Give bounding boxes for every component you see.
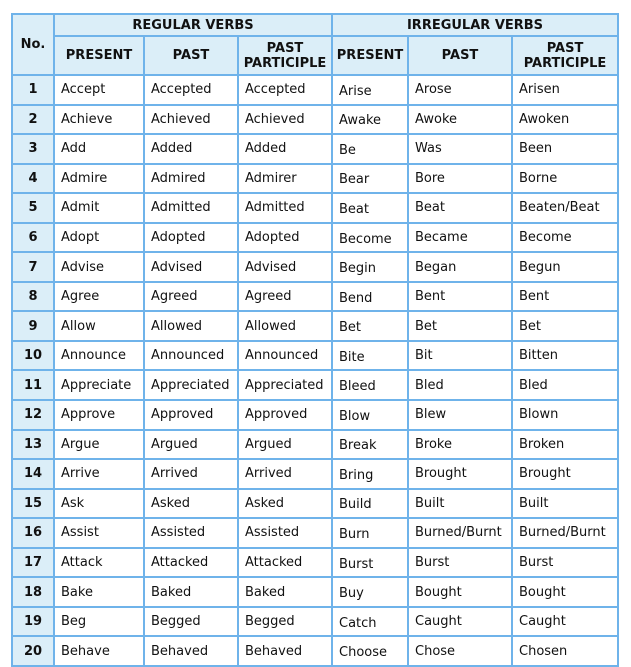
regular-present-cell: Behave bbox=[54, 636, 144, 666]
row-number: 19 bbox=[12, 607, 54, 637]
row-number: 8 bbox=[12, 282, 54, 312]
irregular-present-cell: Bet bbox=[332, 311, 408, 341]
table-row bbox=[12, 370, 618, 400]
past-participle-line-1: PAST bbox=[546, 40, 584, 56]
regular-present-cell: Admit bbox=[54, 193, 144, 223]
regular-present-cell: Announce bbox=[54, 341, 144, 371]
irregular-present-cell: Bear bbox=[332, 164, 408, 194]
row-number: 14 bbox=[12, 459, 54, 489]
irregular-past-participle-cell: Begun bbox=[512, 252, 618, 282]
irregular-past-cell: Bent bbox=[408, 282, 512, 312]
regular-past-participle-cell: Announced bbox=[238, 341, 332, 371]
no-header: No. bbox=[12, 14, 54, 75]
irregular-present-cell: Blow bbox=[332, 400, 408, 430]
irregular-present-cell: Break bbox=[332, 430, 408, 460]
table-row bbox=[12, 252, 618, 282]
table-row bbox=[12, 607, 618, 637]
irregular-past-participle-cell: Burned/Burnt bbox=[512, 518, 618, 548]
regular-past-participle-cell: Asked bbox=[238, 489, 332, 519]
irregular-past-participle-cell: Borne bbox=[512, 164, 618, 194]
irregular-past-cell: Bled bbox=[408, 370, 512, 400]
regular-past-cell: Asked bbox=[144, 489, 238, 519]
regular-present-cell: Advise bbox=[54, 252, 144, 282]
regular-past-cell: Attacked bbox=[144, 548, 238, 578]
regular-past-participle-cell: Allowed bbox=[238, 311, 332, 341]
row-number: 9 bbox=[12, 311, 54, 341]
row-number: 18 bbox=[12, 577, 54, 607]
irregular-past-participle-cell: Built bbox=[512, 489, 618, 519]
regular-past-header: PAST bbox=[144, 36, 238, 75]
regular-present-cell: Agree bbox=[54, 282, 144, 312]
regular-present-cell: Adopt bbox=[54, 223, 144, 253]
regular-past-cell: Behaved bbox=[144, 636, 238, 666]
regular-present-cell: Argue bbox=[54, 430, 144, 460]
irregular-present-cell: Bring bbox=[332, 459, 408, 489]
table-row bbox=[12, 223, 618, 253]
table-row bbox=[12, 400, 618, 430]
regular-present-header: PRESENT bbox=[54, 36, 144, 75]
irregular-present-cell: Catch bbox=[332, 607, 408, 637]
regular-past-participle-header bbox=[238, 36, 332, 75]
irregular-past-participle-cell: Bet bbox=[512, 311, 618, 341]
regular-verbs-header: REGULAR VERBS bbox=[54, 14, 332, 36]
regular-past-participle-cell: Argued bbox=[238, 430, 332, 460]
irregular-past-cell: Bet bbox=[408, 311, 512, 341]
regular-past-participle-cell: Behaved bbox=[238, 636, 332, 666]
regular-present-cell: Beg bbox=[54, 607, 144, 637]
past-participle-line-2: PARTICIPLE bbox=[523, 55, 607, 71]
irregular-past-cell: Caught bbox=[408, 607, 512, 637]
irregular-past-participle-cell: Bought bbox=[512, 577, 618, 607]
regular-present-cell: Accept bbox=[54, 75, 144, 105]
irregular-present-cell: Bite bbox=[332, 341, 408, 371]
irregular-present-cell: Burn bbox=[332, 518, 408, 548]
regular-present-cell: Attack bbox=[54, 548, 144, 578]
table-body bbox=[12, 75, 618, 666]
table-row bbox=[12, 577, 618, 607]
row-number: 11 bbox=[12, 370, 54, 400]
irregular-past-participle-cell: Caught bbox=[512, 607, 618, 637]
table-row bbox=[12, 636, 618, 666]
table-row bbox=[12, 164, 618, 194]
regular-past-cell: Agreed bbox=[144, 282, 238, 312]
regular-past-cell: Adopted bbox=[144, 223, 238, 253]
table-row bbox=[12, 105, 618, 135]
irregular-present-cell: Burst bbox=[332, 548, 408, 578]
irregular-past-cell: Burned/Burnt bbox=[408, 518, 512, 548]
regular-present-cell: Achieve bbox=[54, 105, 144, 135]
regular-present-cell: Bake bbox=[54, 577, 144, 607]
regular-past-cell: Assisted bbox=[144, 518, 238, 548]
verbs-table bbox=[11, 13, 619, 667]
regular-past-participle-cell: Begged bbox=[238, 607, 332, 637]
table-row bbox=[12, 430, 618, 460]
regular-present-cell: Arrive bbox=[54, 459, 144, 489]
regular-past-cell: Added bbox=[144, 134, 238, 164]
regular-past-cell: Admitted bbox=[144, 193, 238, 223]
row-number: 17 bbox=[12, 548, 54, 578]
irregular-past-cell: Burst bbox=[408, 548, 512, 578]
irregular-present-cell: Bleed bbox=[332, 370, 408, 400]
regular-past-cell: Argued bbox=[144, 430, 238, 460]
irregular-past-cell: Became bbox=[408, 223, 512, 253]
table-row bbox=[12, 282, 618, 312]
regular-past-participle-cell: Attacked bbox=[238, 548, 332, 578]
regular-present-cell: Ask bbox=[54, 489, 144, 519]
regular-past-cell: Begged bbox=[144, 607, 238, 637]
irregular-past-participle-cell: Bent bbox=[512, 282, 618, 312]
regular-past-cell: Admired bbox=[144, 164, 238, 194]
row-number: 4 bbox=[12, 164, 54, 194]
irregular-past-cell: Brought bbox=[408, 459, 512, 489]
irregular-past-cell: Bore bbox=[408, 164, 512, 194]
regular-past-participle-cell: Advised bbox=[238, 252, 332, 282]
irregular-past-participle-cell: Awoken bbox=[512, 105, 618, 135]
regular-past-cell: Achieved bbox=[144, 105, 238, 135]
row-number: 15 bbox=[12, 489, 54, 519]
irregular-past-participle-cell: Brought bbox=[512, 459, 618, 489]
table-row bbox=[12, 548, 618, 578]
irregular-past-participle-cell: Chosen bbox=[512, 636, 618, 666]
past-participle-line-2: PARTICIPLE bbox=[243, 55, 327, 71]
row-number: 16 bbox=[12, 518, 54, 548]
irregular-past-cell: Awoke bbox=[408, 105, 512, 135]
regular-past-participle-cell: Assisted bbox=[238, 518, 332, 548]
irregular-past-participle-cell: Blown bbox=[512, 400, 618, 430]
regular-present-cell: Allow bbox=[54, 311, 144, 341]
irregular-verbs-header: IRREGULAR VERBS bbox=[332, 14, 618, 36]
row-number: 3 bbox=[12, 134, 54, 164]
regular-past-participle-cell: Appreciated bbox=[238, 370, 332, 400]
irregular-past-participle-cell: Arisen bbox=[512, 75, 618, 105]
regular-past-participle-cell: Baked bbox=[238, 577, 332, 607]
table-row bbox=[12, 489, 618, 519]
table-row bbox=[12, 341, 618, 371]
regular-present-cell: Assist bbox=[54, 518, 144, 548]
regular-past-cell: Appreciated bbox=[144, 370, 238, 400]
irregular-past-participle-cell: Become bbox=[512, 223, 618, 253]
row-number: 6 bbox=[12, 223, 54, 253]
regular-past-cell: Announced bbox=[144, 341, 238, 371]
regular-past-cell: Allowed bbox=[144, 311, 238, 341]
table-row bbox=[12, 134, 618, 164]
irregular-past-header: PAST bbox=[408, 36, 512, 75]
irregular-past-cell: Arose bbox=[408, 75, 512, 105]
irregular-present-cell: Choose bbox=[332, 636, 408, 666]
irregular-past-cell: Bit bbox=[408, 341, 512, 371]
regular-past-cell: Advised bbox=[144, 252, 238, 282]
table-row bbox=[12, 518, 618, 548]
irregular-present-header: PRESENT bbox=[332, 36, 408, 75]
regular-past-participle-cell: Arrived bbox=[238, 459, 332, 489]
regular-past-participle-cell: Approved bbox=[238, 400, 332, 430]
irregular-present-cell: Be bbox=[332, 134, 408, 164]
irregular-past-participle-cell: Burst bbox=[512, 548, 618, 578]
regular-past-participle-cell: Adopted bbox=[238, 223, 332, 253]
regular-past-cell: Baked bbox=[144, 577, 238, 607]
table-row bbox=[12, 75, 618, 105]
irregular-past-cell: Chose bbox=[408, 636, 512, 666]
irregular-present-cell: Arise bbox=[332, 75, 408, 105]
irregular-past-cell: Beat bbox=[408, 193, 512, 223]
regular-present-cell: Add bbox=[54, 134, 144, 164]
irregular-present-cell: Build bbox=[332, 489, 408, 519]
regular-past-participle-cell: Admirer bbox=[238, 164, 332, 194]
table-row bbox=[12, 459, 618, 489]
past-participle-line-1: PAST bbox=[266, 40, 304, 56]
table-row bbox=[12, 193, 618, 223]
regular-present-cell: Admire bbox=[54, 164, 144, 194]
regular-past-participle-cell: Accepted bbox=[238, 75, 332, 105]
table-row bbox=[12, 311, 618, 341]
irregular-past-participle-cell: Been bbox=[512, 134, 618, 164]
regular-past-cell: Approved bbox=[144, 400, 238, 430]
irregular-present-cell: Become bbox=[332, 223, 408, 253]
irregular-past-participle-cell: Bitten bbox=[512, 341, 618, 371]
regular-present-cell: Appreciate bbox=[54, 370, 144, 400]
irregular-past-participle-header bbox=[512, 36, 618, 75]
irregular-present-cell: Begin bbox=[332, 252, 408, 282]
irregular-present-cell: Beat bbox=[332, 193, 408, 223]
row-number: 12 bbox=[12, 400, 54, 430]
irregular-past-participle-cell: Beaten/Beat bbox=[512, 193, 618, 223]
row-number: 7 bbox=[12, 252, 54, 282]
regular-past-participle-cell: Admitted bbox=[238, 193, 332, 223]
irregular-past-participle-cell: Broken bbox=[512, 430, 618, 460]
regular-present-cell: Approve bbox=[54, 400, 144, 430]
row-number: 10 bbox=[12, 341, 54, 371]
regular-past-cell: Accepted bbox=[144, 75, 238, 105]
regular-past-participle-cell: Achieved bbox=[238, 105, 332, 135]
row-number: 2 bbox=[12, 105, 54, 135]
irregular-present-cell: Awake bbox=[332, 105, 408, 135]
irregular-past-cell: Was bbox=[408, 134, 512, 164]
irregular-present-cell: Buy bbox=[332, 577, 408, 607]
regular-past-cell: Arrived bbox=[144, 459, 238, 489]
irregular-past-participle-cell: Bled bbox=[512, 370, 618, 400]
row-number: 20 bbox=[12, 636, 54, 666]
irregular-past-cell: Bought bbox=[408, 577, 512, 607]
irregular-past-cell: Built bbox=[408, 489, 512, 519]
irregular-present-cell: Bend bbox=[332, 282, 408, 312]
irregular-past-cell: Broke bbox=[408, 430, 512, 460]
row-number: 1 bbox=[12, 75, 54, 105]
irregular-past-cell: Began bbox=[408, 252, 512, 282]
regular-past-participle-cell: Agreed bbox=[238, 282, 332, 312]
row-number: 13 bbox=[12, 430, 54, 460]
irregular-past-cell: Blew bbox=[408, 400, 512, 430]
row-number: 5 bbox=[12, 193, 54, 223]
regular-past-participle-cell: Added bbox=[238, 134, 332, 164]
